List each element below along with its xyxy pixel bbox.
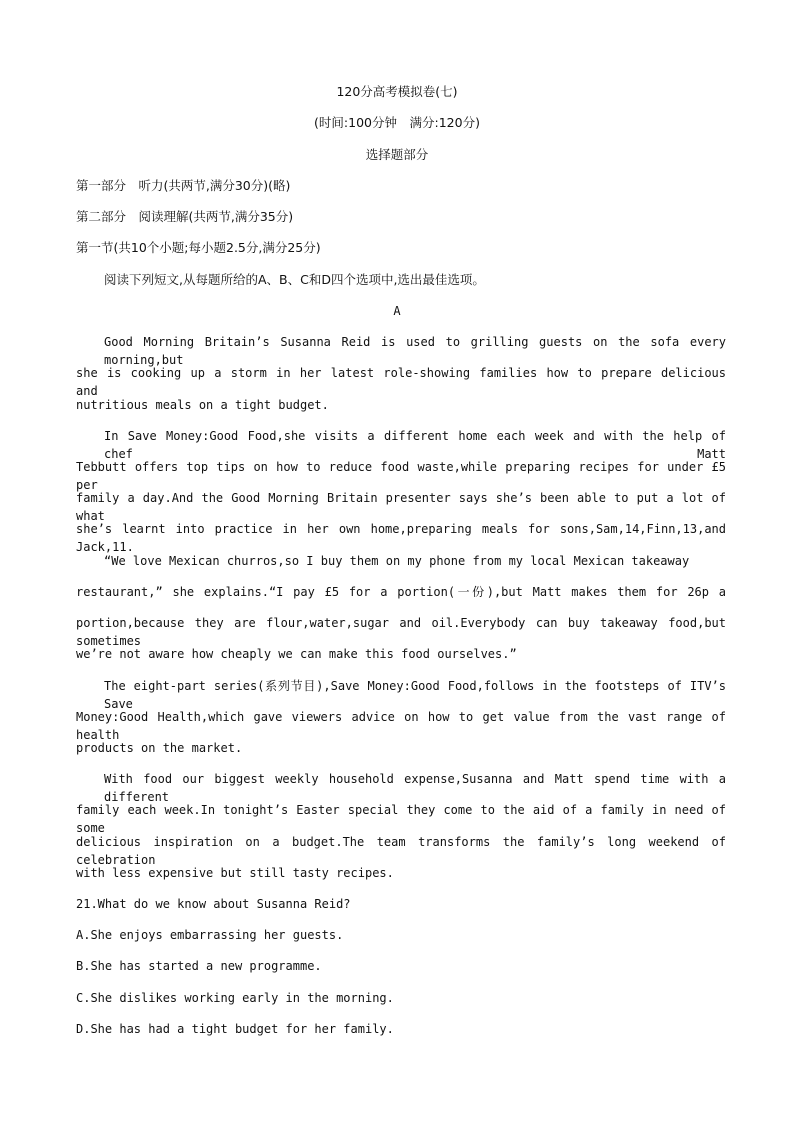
passage-line: with less expensive but still tasty recipes.	[76, 866, 394, 880]
passage-line: nutritious meals on a tight budget.	[76, 398, 329, 412]
passage-line: Good Morning Britain’s Susanna Reid is used to grilling guests on the sofa every morning,but	[104, 335, 726, 367]
passage-line: portion,because they are flour,water,sugar and oil.Everybody can buy takeaway food,but sometimes	[76, 616, 726, 648]
passage-line: restaurant,” she explains.“I pay £5 for a portion(一份),but Matt makes them for 26p a	[76, 585, 726, 599]
section-one-heading: 第一节(共10个小题;每小题2.5分,满分25分)	[76, 240, 321, 255]
part-two-heading: 第二部分 阅读理解(共两节,满分35分)	[76, 209, 294, 224]
passage-line: Money:Good Health,which gave viewers advice on how to get value from the vast range of health	[76, 710, 726, 742]
section-title: 选择题部分	[365, 147, 429, 162]
passage-line: family each week.In tonight’s Easter special they come to the aid of a family in need of some	[76, 803, 726, 835]
part-one-heading: 第一部分 听力(共两节,满分30分)(略)	[76, 178, 291, 193]
option-a: A.She enjoys embarrassing her guests.	[76, 928, 344, 942]
passage-line: products on the market.	[76, 741, 243, 755]
passage-label: A	[393, 304, 401, 318]
passage-line: family a day.And the Good Morning Britain presenter says she’s been able to put a lot of what	[76, 491, 726, 523]
option-c: C.She dislikes working early in the morning.	[76, 991, 394, 1005]
passage-line: she’s learnt into practice in her own home,preparing meals for sons,Sam,14,Finn,13,and Jack,11.	[76, 522, 726, 554]
exam-title: 120分高考模拟卷(七)	[336, 84, 458, 99]
question-stem: 21.What do we know about Susanna Reid?	[76, 897, 351, 911]
directions: 阅读下列短文,从每题所给的A、B、C和D四个选项中,选出最佳选项。	[104, 272, 485, 287]
passage-line: The eight-part series(系列节目),Save Money:Good Food,follows in the footsteps of ITV’s Save	[104, 679, 726, 711]
time-info: (时间:100分钟 满分:120分)	[314, 115, 480, 130]
passage-line: Tebbutt offers top tips on how to reduce food waste,while preparing recipes for under £5 per	[76, 460, 726, 492]
passage-line: we’re not aware how cheaply we can make this food ourselves.”	[76, 647, 517, 661]
passage-line: With food our biggest weekly household expense,Susanna and Matt spend time with a different	[104, 772, 726, 804]
passage-line: she is cooking up a storm in her latest role-showing families how to prepare delicious and	[76, 366, 726, 398]
passage-line: “We love Mexican churros,so I buy them on my phone from my local Mexican takeaway	[104, 554, 690, 568]
option-d: D.She has had a tight budget for her family.	[76, 1022, 394, 1036]
passage-line: In Save Money:Good Food,she visits a different home each week and with the help of chef Matt	[104, 429, 726, 461]
passage-line: delicious inspiration on a budget.The team transforms the family’s long weekend of celebration	[76, 835, 726, 867]
option-b: B.She has started a new programme.	[76, 959, 322, 973]
